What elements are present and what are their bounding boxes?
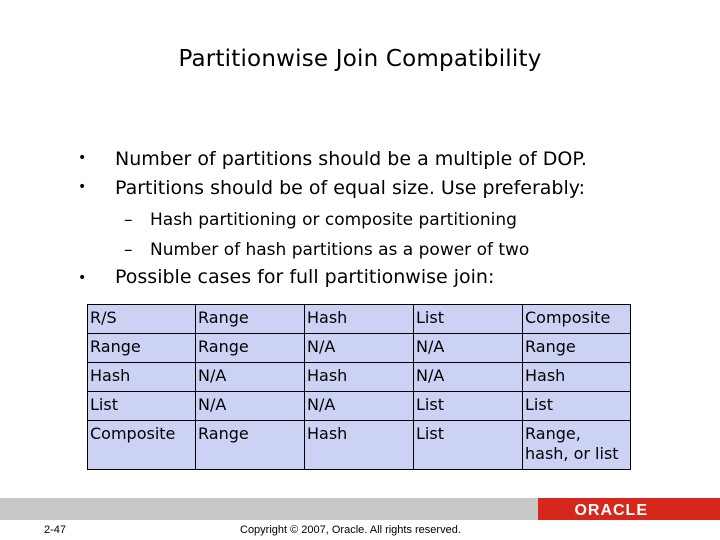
copyright-notice: Copyright © 2007, Oracle. All rights reserved. xyxy=(240,524,461,536)
bullet-marker-1: • xyxy=(78,150,87,166)
table-cell: Hash xyxy=(523,363,630,391)
table-cell: Range xyxy=(196,421,304,469)
table-cell: N/A xyxy=(196,392,304,420)
sub-bullet-marker-2: – xyxy=(124,240,133,260)
page-number: 2-47 xyxy=(44,524,67,536)
table-cell: Hash xyxy=(305,305,413,333)
table-cell: Hash xyxy=(88,363,195,391)
table-cell: List xyxy=(414,392,522,420)
table-cell: Composite xyxy=(88,421,195,469)
table-cell: List xyxy=(523,392,630,420)
table-cell: Composite xyxy=(523,305,630,333)
bullet-marker-3: • xyxy=(78,270,87,286)
table-cell-range-hash-list xyxy=(523,421,630,469)
table-cell: Range xyxy=(88,334,195,362)
table-cell: List xyxy=(414,421,522,469)
table-cell: Range xyxy=(196,334,304,362)
table-cell: N/A xyxy=(414,363,522,391)
table-cell: N/A xyxy=(305,392,413,420)
table-cell: Hash xyxy=(305,363,413,391)
table-cell: Hash xyxy=(305,421,413,469)
sub-bullet-marker-1: – xyxy=(124,210,133,230)
sub-bullet-text-2: Number of hash partitions as a power of two xyxy=(150,240,530,260)
bullet-text-1: Number of partitions should be a multiple of DOP. xyxy=(115,148,587,170)
table-cell: Range xyxy=(196,305,304,333)
bullet-marker-2: • xyxy=(78,179,87,195)
bullet-text-2: Partitions should be of equal size. Use preferably: xyxy=(115,177,586,199)
table-cell: N/A xyxy=(196,363,304,391)
cell-line-2: hash, or list xyxy=(525,444,619,463)
cell-line-1: Range, xyxy=(525,424,581,443)
sub-bullet-text-1: Hash partitioning or composite partitioning xyxy=(150,210,517,230)
oracle-logo: ORACLE xyxy=(574,502,648,519)
table-cell: R/S xyxy=(88,305,195,333)
bullet-text-3: Possible cases for full partitionwise join: xyxy=(115,266,495,288)
table-cell: List xyxy=(414,305,522,333)
slide-title: Partitionwise Join Compatibility xyxy=(178,46,542,72)
table-cell: N/A xyxy=(305,334,413,362)
table-cell: N/A xyxy=(414,334,522,362)
table-cell: List xyxy=(88,392,195,420)
join-compatibility-table xyxy=(87,304,631,470)
table-cell: Range xyxy=(523,334,630,362)
